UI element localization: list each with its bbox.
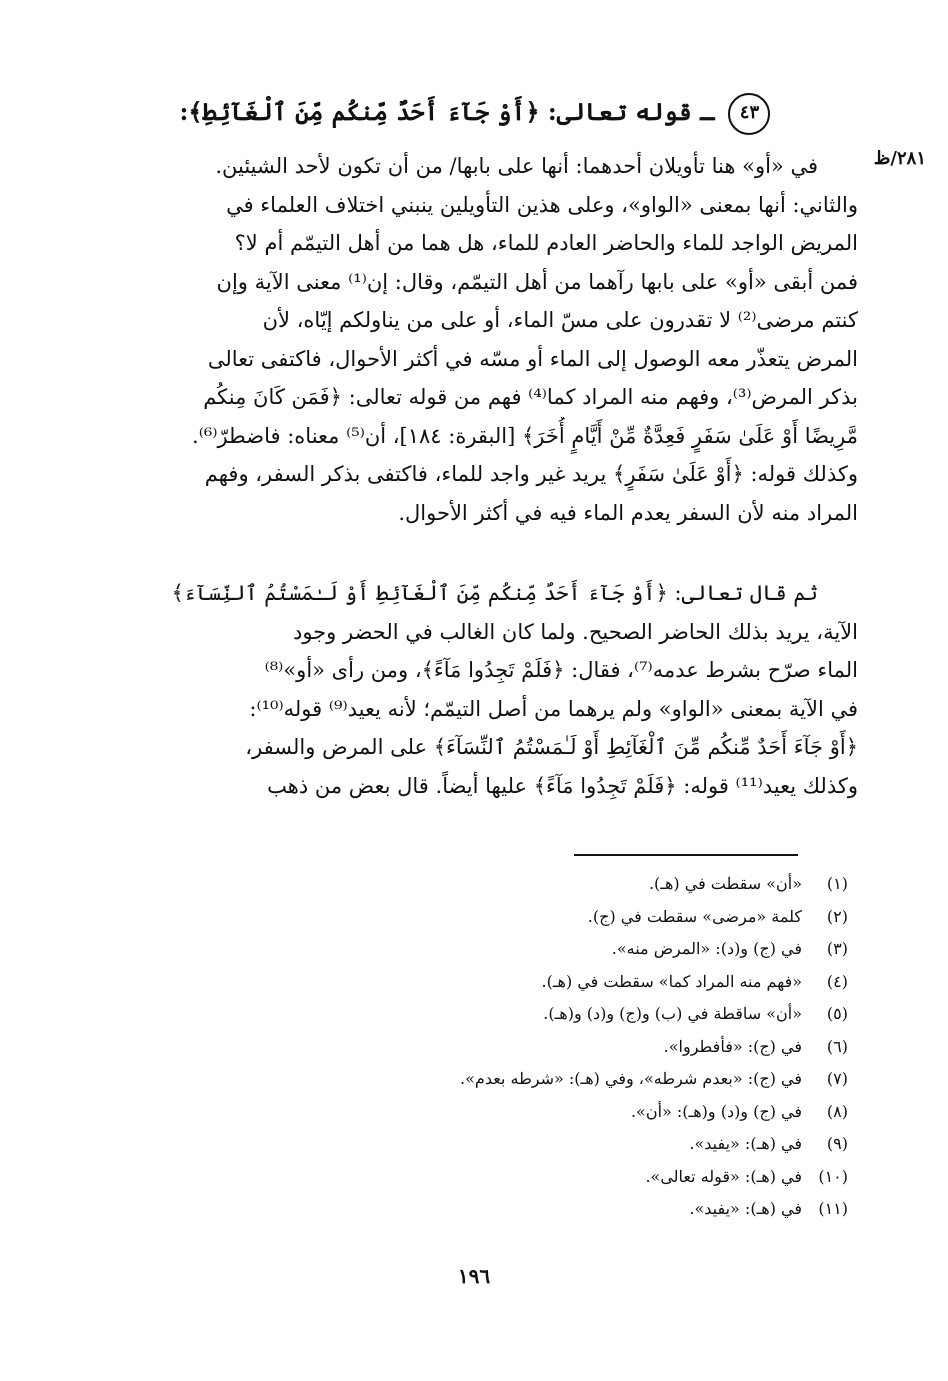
footnote-text: في (ج): «بعدم شرطه»، وفي (هـ): «شرطه بعدم». (460, 1069, 802, 1088)
footnote-number: (٧) (826, 1069, 848, 1088)
footnote (88, 933, 848, 966)
footnote (88, 966, 848, 999)
text-line: المرض يتعذّر معه الوصول إلى الماء أو مسّه في أكثر الأحوال، فاكتفى تعالى (207, 346, 858, 371)
footnote-number: (٩) (826, 1134, 848, 1153)
text-line: كنتم مرضى⁽²⁾ لا تقدرون على مسّ الماء، أو على من يناولكم إيّاه، لأن (262, 308, 858, 332)
page-number: ١٩٦ (457, 1264, 491, 1288)
footnote-text: كلمة «مرضى» سقطت في (ج). (587, 906, 802, 926)
footnote (88, 998, 848, 1031)
paragraph-1 (38, 147, 858, 532)
text-line: وكذلك يعيد⁽¹¹⁾ قوله: ﴿فَلَمْ تَجِدُوا مَآءً﴾ عليها أيضاً. قال بعض من ذهب (267, 773, 858, 798)
text-line: فمن أبقى «أو» على بابها رآهما من أهل التيمّم، وقال: إن⁽¹⁾ معنى الآية وإن (216, 269, 858, 294)
footnote-text: «أن» سقطت في (هـ). (648, 874, 802, 893)
text-line: ثم قال تعالى: ﴿أَوْ جَآءَ أَحَدٌ مِّنكُم مِّنَ ٱلْغَآئِطِ أَوْ لَـٰمَسْتُمُ ٱلنِّسَآءَ﴾ (171, 581, 818, 605)
footnote-text: في (ج) و(د): «المرض منه». (611, 939, 802, 958)
text-line: ﴿أَوْ جَآءَ أَحَدٌ مِّنكُم مِّنَ ٱلْغَآئِطِ أَوْ لَـٰمَسْتُمُ ٱلنِّسَآءَ﴾ على المرض والسفر، (245, 735, 858, 759)
footnote-text: في (هـ): «يفيد». (689, 1199, 802, 1218)
footnote-number: (١٠) (818, 1166, 848, 1186)
manuscript-folio-reference: ٢٨١/ظ (873, 148, 926, 169)
footnote-number: (١) (826, 874, 848, 893)
footnote-number: (٦) (826, 1036, 848, 1056)
footnote (88, 868, 848, 901)
footnote-text: في (ج): «فأفطروا». (663, 1036, 802, 1056)
text-line: وكذلك قوله: ﴿أَوْ عَلَىٰ سَفَرٍ﴾ يريد غير واجد للماء، فاكتفى بذكر السفر، وفهم (204, 462, 858, 486)
text-line: المريض الواجد للماء والحاضر العادم للماء، هل هما من أهل التيمّم أم لا؟ (234, 231, 858, 255)
footnote (88, 1063, 848, 1096)
footnote-text: في (هـ): «قوله تعالى». (645, 1166, 802, 1186)
footnote-number: (١١) (818, 1199, 848, 1218)
footnote-text: في (ج) و(د) و(هـ): «أن». (630, 1101, 802, 1121)
footnote (88, 1128, 848, 1161)
text-line: الماء صرّح بشرط عدمه⁽⁷⁾، فقال: ﴿فَلَمْ تَجِدُوا مَآءً﴾، ومن رأى «أو»⁽⁸⁾ (264, 658, 858, 682)
footnote-text: «أن» ساقطة في (ب) و(ج) و(د) و(هـ). (543, 1004, 802, 1023)
footnote-number: (٥) (826, 1004, 848, 1023)
footnote-divider (574, 854, 798, 856)
footnote-number: (٣) (826, 939, 848, 958)
footnotes-list (88, 868, 848, 1226)
text-line: والثاني: أنها بمعنى «الواو»، وعلى هذين التأويلين ينبني اختلاف العلماء في (226, 192, 858, 217)
footnote (88, 901, 848, 934)
footnote (88, 1193, 848, 1226)
text-line: الآية، يريد بذلك الحاضر الصحيح. ولما كان الغالب في الحضر وجود (292, 619, 858, 644)
text-line: في «أو» هنا تأويلان أحدهما: أنها على بابها/ من أن تكون لأحد الشيئين. (215, 154, 818, 178)
heading-text: ـ قوله تعالى: ﴿أَوْ جَآءَ أَحَدٌ مِّنكُم مِّنَ ٱلْغَآئِطِ﴾: (179, 97, 715, 126)
footnote-number: (٢) (826, 906, 848, 926)
paragraph-2 (38, 574, 858, 805)
verse-number-medallion: ٤٣ (728, 93, 770, 135)
footnote (88, 1031, 848, 1064)
footnote (88, 1161, 848, 1194)
footnote-number: (٤) (826, 971, 848, 991)
section-heading (150, 92, 800, 135)
footnote-text: «فهم منه المراد كما» سقطت في (هـ). (541, 971, 802, 991)
text-line: في الآية بمعنى «الواو» ولم يرهما من أصل التيمّم؛ لأنه يعيد⁽⁹⁾ قوله⁽¹⁰⁾: (249, 696, 858, 721)
footnote (88, 1096, 848, 1129)
footnote-number: (٨) (826, 1101, 848, 1121)
text-line: بذكر المرض⁽³⁾، وفهم منه المراد كما⁽⁴⁾ فهم من قوله تعالى: ﴿فَمَن كَانَ مِنكُم (203, 385, 858, 409)
text-line: مَّرِيضًا أَوْ عَلَىٰ سَفَرٍ فَعِدَّةٌ مِّنْ أَيَّامٍ أُخَرَ﴾ [البقرة: ١٨٤]، أن⁽⁵⁾ معناه: فاضطرّ⁽⁶⁾. (192, 423, 858, 448)
text-line: المراد منه لأن السفر يعدم الماء فيه في أكثر الأحوال. (398, 500, 858, 525)
footnote-text: في (هـ): «يفيد». (689, 1134, 802, 1153)
